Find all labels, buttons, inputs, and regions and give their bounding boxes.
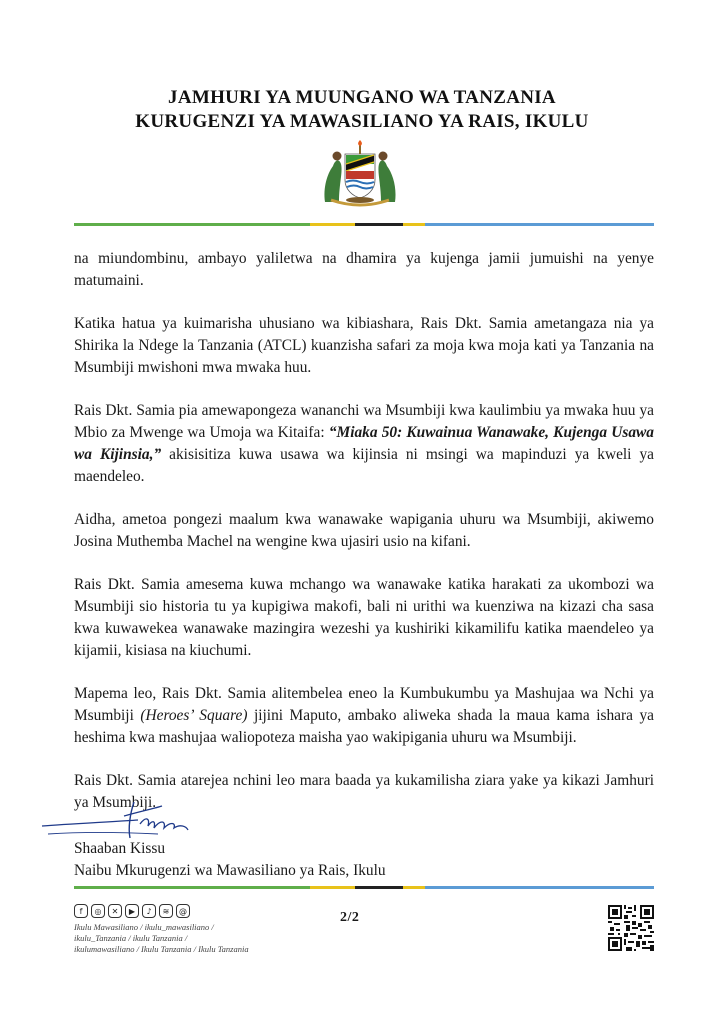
paragraph-text: akisisitiza kuwa usawa wa kijinsia ni msingi wa mapinduzi ya kweli ya maendeleo. — [74, 446, 655, 485]
paragraph-text: jijini Maputo, ambako aliweka shada la maua kama ishara ya heshima kwa mashujaa waliopoteza maisha yao wakipigania uhuru wa Msumbiji. — [74, 707, 654, 746]
press-release-body — [74, 248, 654, 835]
instagram-icon[interactable]: ◎ — [91, 904, 105, 918]
paragraph — [74, 683, 654, 749]
header-stripe-black — [355, 223, 403, 226]
campaign-slogan-quote: “Miaka 50: Kuwainua Wanawake, Kujenga Usawa wa Kijinsia,” — [74, 424, 654, 463]
footer-stripe-yellow-2 — [403, 886, 425, 889]
qr-code-icon[interactable] — [608, 905, 654, 951]
signatory-block — [74, 838, 386, 882]
youtube-icon[interactable]: ▶ — [125, 904, 139, 918]
header-line-1: JAMHURI YA MUUNGANO WA TANZANIA — [168, 87, 556, 108]
footer-stripe-black — [355, 886, 403, 889]
coat-of-arms-emblem — [317, 140, 403, 208]
signatory-name: Shaaban Kissu — [74, 840, 166, 857]
paragraph: Rais Dkt. Samia amesema kuwa mchango wa wanawake katika harakati za ukombozi wa Msumbiji sio historia tu ya kupigiwa makofi, bali ni urithi wa kuenziwa na kizazi cha sasa kwa kuwawekea wanawake mazingira wezeshi ya kushiriki kikamilifu katika maendeleo ya kijamii, kisiasa na kiuchumi. — [74, 576, 654, 659]
handles-line: Ikulu Mawasiliano / ikulu_mawasiliano / — [74, 922, 214, 932]
header-line-2: KURUGENZI YA MAWASILIANO YA RAIS, IKULU — [135, 111, 589, 132]
page-number: 2/2 — [340, 910, 360, 925]
footer-stripe-blue — [425, 886, 654, 889]
tiktok-icon[interactable]: ♪ — [142, 904, 156, 918]
header-stripe-yellow — [310, 223, 355, 226]
header-stripe-green — [74, 223, 310, 226]
header-stripe-yellow-2 — [403, 223, 425, 226]
letterhead — [0, 86, 724, 134]
paragraph-text: Rais Dkt. Samia pia amewapongeza wananchi wa Msumbiji kwa kaulimbiu ya mwaka huu ya Mbio za Mwenge wa Umoja wa Kitaifa: — [74, 402, 654, 441]
social-media-icons — [74, 904, 190, 918]
signatory-title: Naibu Mkurugenzi wa Mawasiliano ya Rais, Ikulu — [74, 862, 386, 879]
handles-line: ikulu_Tanzania / ikulu Tanzania / — [74, 933, 188, 943]
paragraph: Katika hatua ya kuimarisha uhusiano wa kibiashara, Rais Dkt. Samia ametangaza nia ya Shirika la Ndege la Tanzania (ATCL) kuanzisha safari za moja kwa moja kati ya Tanzania na Msumbiji mwishoni mwa mwaka huu. — [74, 315, 654, 376]
paragraph: Rais Dkt. Samia atarejea nchini leo mara baada ya kukamilisha ziara yake ya kikazi Jamhuri ya Msumbiji. — [74, 772, 654, 811]
paragraph: na miundombinu, ambayo yaliletwa na dhamira ya kujenga jamii jumuishi na yenye matumaini. — [74, 250, 654, 289]
heroes-square-italic: (Heroes’ Square) — [140, 707, 248, 724]
spotify-icon[interactable]: ≋ — [159, 904, 173, 918]
facebook-icon[interactable]: f — [74, 904, 88, 918]
paragraph — [74, 400, 654, 488]
paragraph-text: Mapema leo, Rais Dkt. Samia alitembelea eneo la Kumbukumbu ya Mashujaa wa Nchi ya Msumbiji — [74, 685, 654, 724]
footer-stripe-yellow — [310, 886, 355, 889]
threads-icon[interactable]: @ — [176, 904, 190, 918]
header-stripe-blue — [425, 223, 654, 226]
x-icon[interactable]: ✕ — [108, 904, 122, 918]
paragraph: Aidha, ametoa pongezi maalum kwa wanawake wapigania uhuru wa Msumbiji, akiwemo Josina Muthemba Machel na wengine kwa ujasiri usio na kifani. — [74, 511, 654, 550]
footer-stripe-green — [74, 886, 310, 889]
handles-line: ikulumawasiliano / Ikulu Tanzania / Ikulu Tanzania — [74, 944, 249, 954]
social-handles — [74, 922, 274, 955]
